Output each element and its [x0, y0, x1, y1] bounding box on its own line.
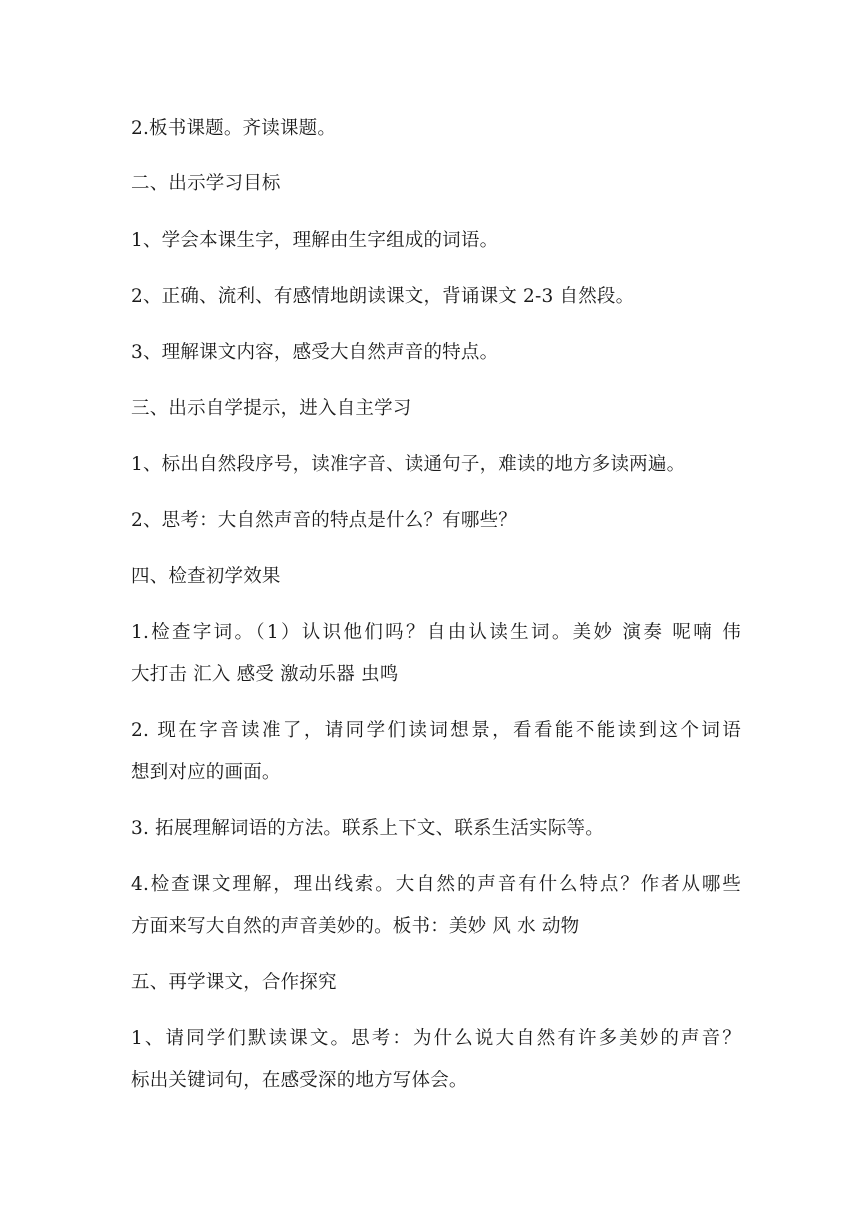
text-line: 4.检查课文理解，理出线索。大自然的声音有什么特点？作者从哪些 — [131, 874, 741, 895]
text-line: 3、理解课文内容，感受大自然声音的特点。 — [131, 342, 499, 363]
section-heading: 二、出示学习目标 — [131, 173, 281, 194]
text-line: 2. 现在字音读准了，请同学们读词想景，看看能不能读到这个词语 — [131, 720, 741, 741]
text-line: 大打击 汇入 感受 激动乐器 虫鸣 — [131, 664, 399, 685]
text-line: 1、学会本课生字，理解由生字组成的词语。 — [131, 230, 499, 251]
text-line: 1、请同学们默读课文。思考：为什么说大自然有许多美妙的声音？ — [131, 1028, 741, 1049]
text-line: 标出关键词句，在感受深的地方写体会。 — [131, 1070, 468, 1091]
section-heading: 四、检查初学效果 — [131, 566, 281, 587]
text-line: 1.检查字词。（1）认识他们吗？自由认读生词。美妙 演奏 呢喃 伟 — [131, 622, 741, 643]
section-heading: 三、出示自学提示，进入自主学习 — [131, 398, 412, 419]
text-line: 方面来写大自然的声音美妙的。板书：美妙 风 水 动物 — [131, 916, 580, 937]
section-heading: 五、再学课文，合作探究 — [131, 972, 337, 993]
text-line: 2、思考：大自然声音的特点是什么？有哪些？ — [131, 510, 517, 531]
text-line: 1、标出自然段序号，读准字音、读通句子，难读的地方多读两遍。 — [131, 454, 686, 475]
text-line: 3. 拓展理解词语的方法。联系上下文、联系生活实际等。 — [131, 818, 604, 839]
text-line: 2、正确、流利、有感情地朗读课文，背诵课文 2-3 自然段。 — [131, 286, 635, 307]
text-line: 想到对应的画面。 — [131, 762, 281, 783]
text-line: 2.板书课题。齐读课题。 — [131, 118, 337, 139]
